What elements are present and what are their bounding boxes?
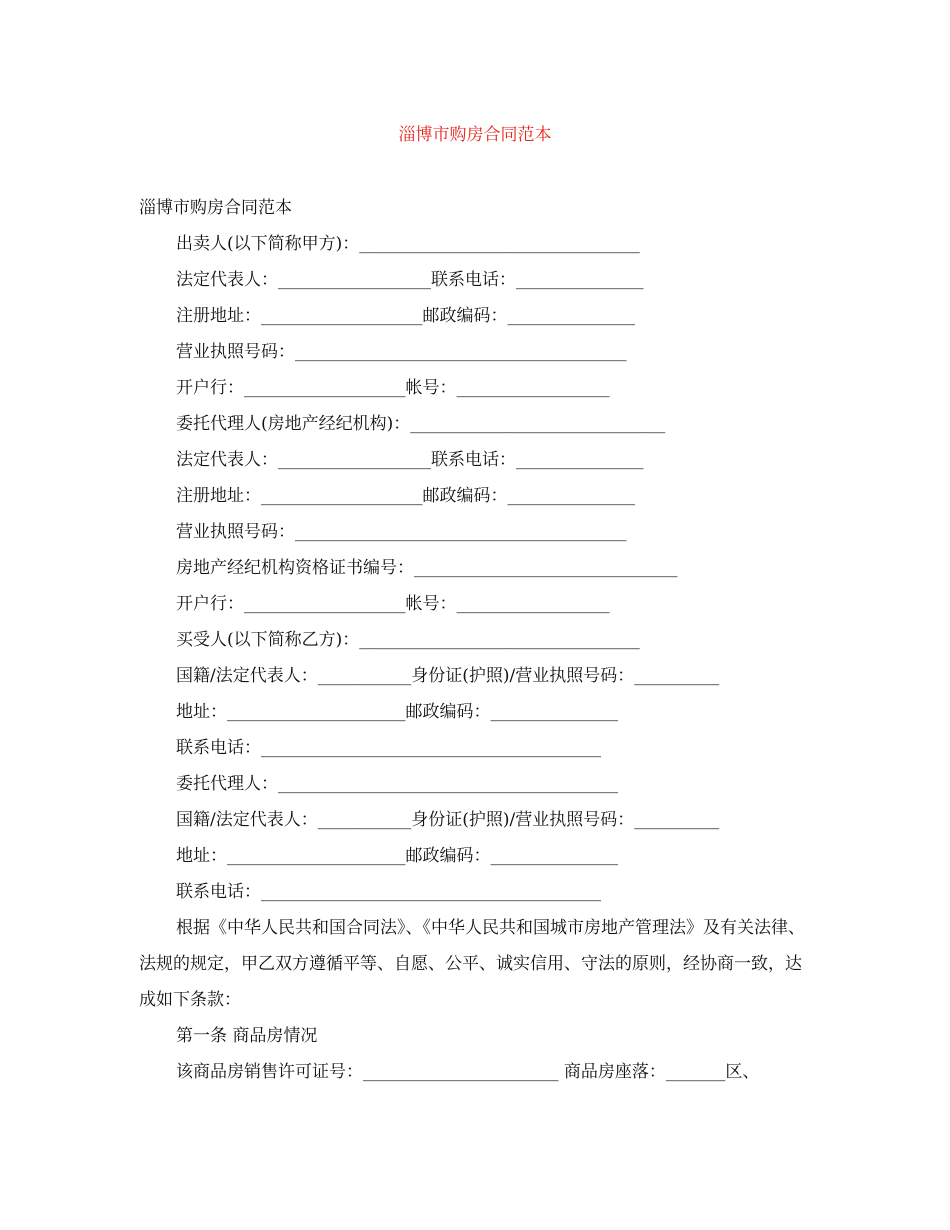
seller-line: 出卖人(以下简称甲方)：_________________________________ xyxy=(176,234,640,254)
agent-cert-line: 房地产经纪机构资格证书编号：_______________________________ xyxy=(176,558,678,578)
buyer-nationality-line: 国籍/法定代表人：___________身份证(护照)/营业执照号码：__________ xyxy=(176,666,720,686)
buyer-line: 买受人(以下简称乙方)：_________________________________ xyxy=(176,630,640,650)
agent-license-line: 营业执照号码：_______________________________________ xyxy=(176,522,627,542)
article-1-permit-line: 该商品房销售许可证号：_______________________ 商品房座落：_______区、 xyxy=(176,1062,760,1082)
buyer-agent-address-line: 地址：_____________________邮政编码：_______________ xyxy=(176,846,618,866)
buyer-agent-phone-line: 联系电话：________________________________________ xyxy=(176,882,601,902)
document-subtitle: 淄博市购房合同范本 xyxy=(139,198,292,218)
article-1-heading: 第一条 商品房情况 xyxy=(176,1026,318,1046)
buyer-phone-line: 联系电话：________________________________________ xyxy=(176,738,601,758)
legal-basis-paragraph: 根据《中华人民共和国合同法》、《中华人民共和国城市房地产管理法》及有关法律、法规的规定，甲乙双方遵循平等、自愿、公平、诚实信用、守法的原则，经协商一致，达成如下条款： xyxy=(139,918,805,1010)
seller-bank-line: 开户行：___________________帐号：__________________ xyxy=(176,378,610,398)
agent-line: 委托代理人(房地产经纪机构)：______________________________ xyxy=(176,414,666,434)
buyer-agent-nationality-line: 国籍/法定代表人：___________身份证(护照)/营业执照号码：__________ xyxy=(176,810,720,830)
buyer-address-line: 地址：_____________________邮政编码：_______________ xyxy=(176,702,618,722)
buyer-agent-line: 委托代理人：________________________________________ xyxy=(176,774,618,794)
agent-bank-line: 开户行：___________________帐号：__________________ xyxy=(176,594,610,614)
seller-license-line: 营业执照号码：_______________________________________ xyxy=(176,342,627,362)
seller-address-line: 注册地址：___________________邮政编码：_______________ xyxy=(176,306,635,326)
agent-legal-rep-line: 法定代表人：__________________联系电话：_______________ xyxy=(176,450,644,470)
seller-legal-rep-line: 法定代表人：__________________联系电话：_______________ xyxy=(176,270,644,290)
agent-address-line: 注册地址：___________________邮政编码：_______________ xyxy=(176,486,635,506)
page-title: 淄博市购房合同范本 xyxy=(398,125,552,145)
